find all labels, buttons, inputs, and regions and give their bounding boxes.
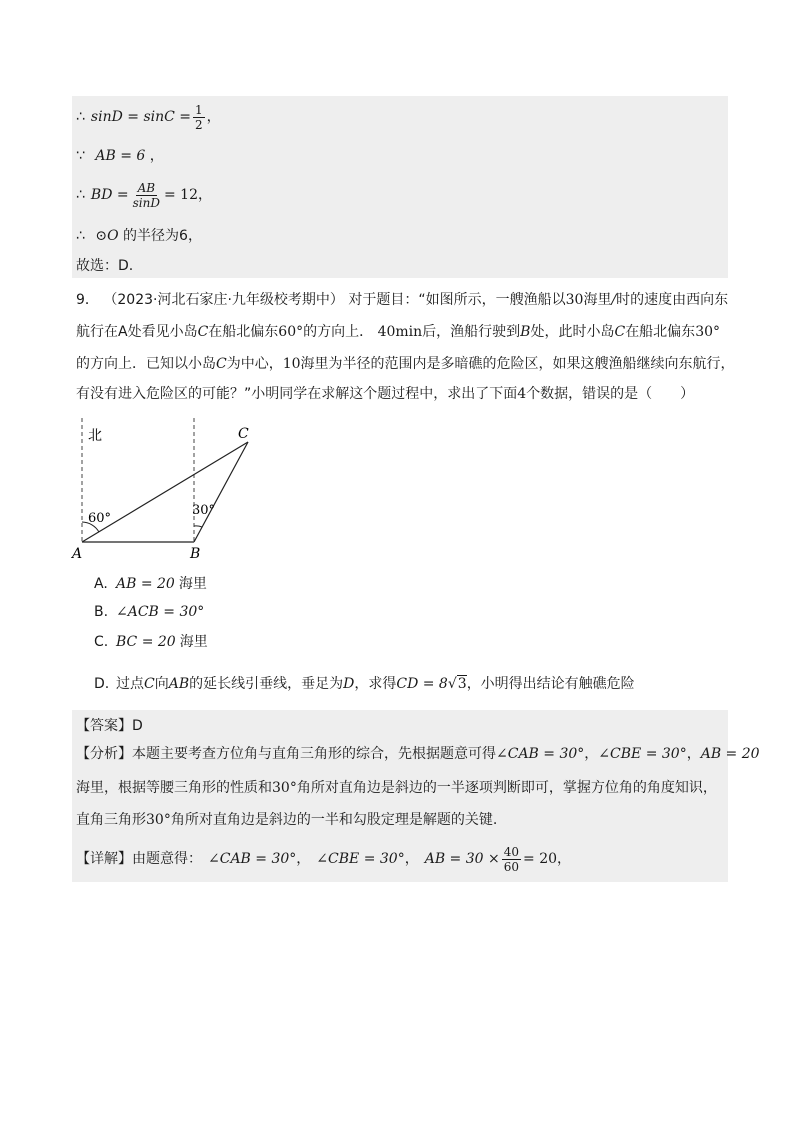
solution-line-4: ∴ ⊙O 的半径为6， xyxy=(76,228,202,244)
option-b[interactable]: B. ∠ACB = 30° xyxy=(94,604,205,620)
question-line-2: 航行在A处看见小岛C在船北偏东60°的方向上． 40min后，渔船行驶到B处，此时小岛C在船北偏东30° xyxy=(76,324,721,340)
answer-line xyxy=(76,716,143,736)
analysis-line-1: 【分析】本题主要考查方位角与直角三角形的综合，先根据题意可得∠CAB = 30°，∠CBE = 30°，AB = 20 xyxy=(76,746,760,762)
fraction-ab-over-sind: $\frac{AB}{\sin D}$ xyxy=(132,180,160,210)
angle-arc-b xyxy=(194,526,202,527)
analysis-tag: 【分析】 xyxy=(76,746,132,762)
segment-ac xyxy=(82,442,248,542)
question-source: （2023·河北石家庄·九年级校考期中） xyxy=(103,292,344,308)
question-line-3: 的方向上．已知以小岛C为中心，10海里为半径的范围内是多暗礁的危险区，如果这艘渔船继续向东航行， xyxy=(76,356,735,372)
fraction-one-half: $\frac{1}{2}$ xyxy=(195,102,203,132)
navigation-figure xyxy=(70,412,260,562)
solution-line-2: ∵ AB = 6 ， xyxy=(76,148,164,164)
option-c[interactable]: C. BC = 20 海里 xyxy=(94,634,208,650)
question-number: 9． xyxy=(76,292,99,308)
analysis-line-2: 海里，根据等腰三角形的性质和30°角所对直角边是斜边的一半逐项判断即可，掌握方位角的角度知识， xyxy=(76,780,717,796)
analysis-line-3: 直角三角形30°角所对直角边是斜边的一半和勾股定理是解题的关键. xyxy=(76,812,498,828)
question-line-1: 9． （2023·河北石家庄·九年级校考期中） 对于题目：“如图所示，一艘渔船以30海里/时的速度由西向东 xyxy=(76,292,729,308)
sqrt-symbol: √ xyxy=(447,676,457,692)
angle-a-label: 60° xyxy=(88,511,112,526)
question-line-4: 有没有进入危险区的可能？”小明同学在求解这个题过程中，求出了下面4个数据，错误的是（ ） xyxy=(76,386,695,402)
detail-line: 【详解】 由题意得： ∠CAB = 30° ， ∠CBE = 30° ， AB = 30 × $\frac{40}{60}$ = 20 ， xyxy=(76,844,572,874)
solution-line-5: 故选：D. xyxy=(76,258,134,274)
solution-line-3: ∴ BD = $\frac{AB}{\sin D}$ = 12 ， xyxy=(76,180,212,210)
north-label: 北 xyxy=(88,428,102,444)
solution-line-1: ∴ sinD = sinC = $\frac{1}{2}$ ， xyxy=(76,102,221,132)
point-a-label: A xyxy=(72,546,83,562)
answer-tag: 【答案】 xyxy=(76,718,132,734)
segment-bc xyxy=(194,442,248,542)
angle-b-label: 30° xyxy=(192,503,216,518)
point-c-label: C xyxy=(238,426,249,442)
option-a[interactable]: A. AB = 20 海里 xyxy=(94,576,207,592)
fraction-40-over-60: $\frac{40}{60}$ xyxy=(503,844,520,874)
detail-tag: 【详解】 xyxy=(76,851,132,867)
point-b-label: B xyxy=(190,546,201,562)
answer-value: D xyxy=(132,718,143,734)
option-d[interactable]: D. 过点C向AB的延长线引垂线，垂足为D，求得CD = 8√3，小明得出结论有触礁危险 xyxy=(94,676,635,692)
